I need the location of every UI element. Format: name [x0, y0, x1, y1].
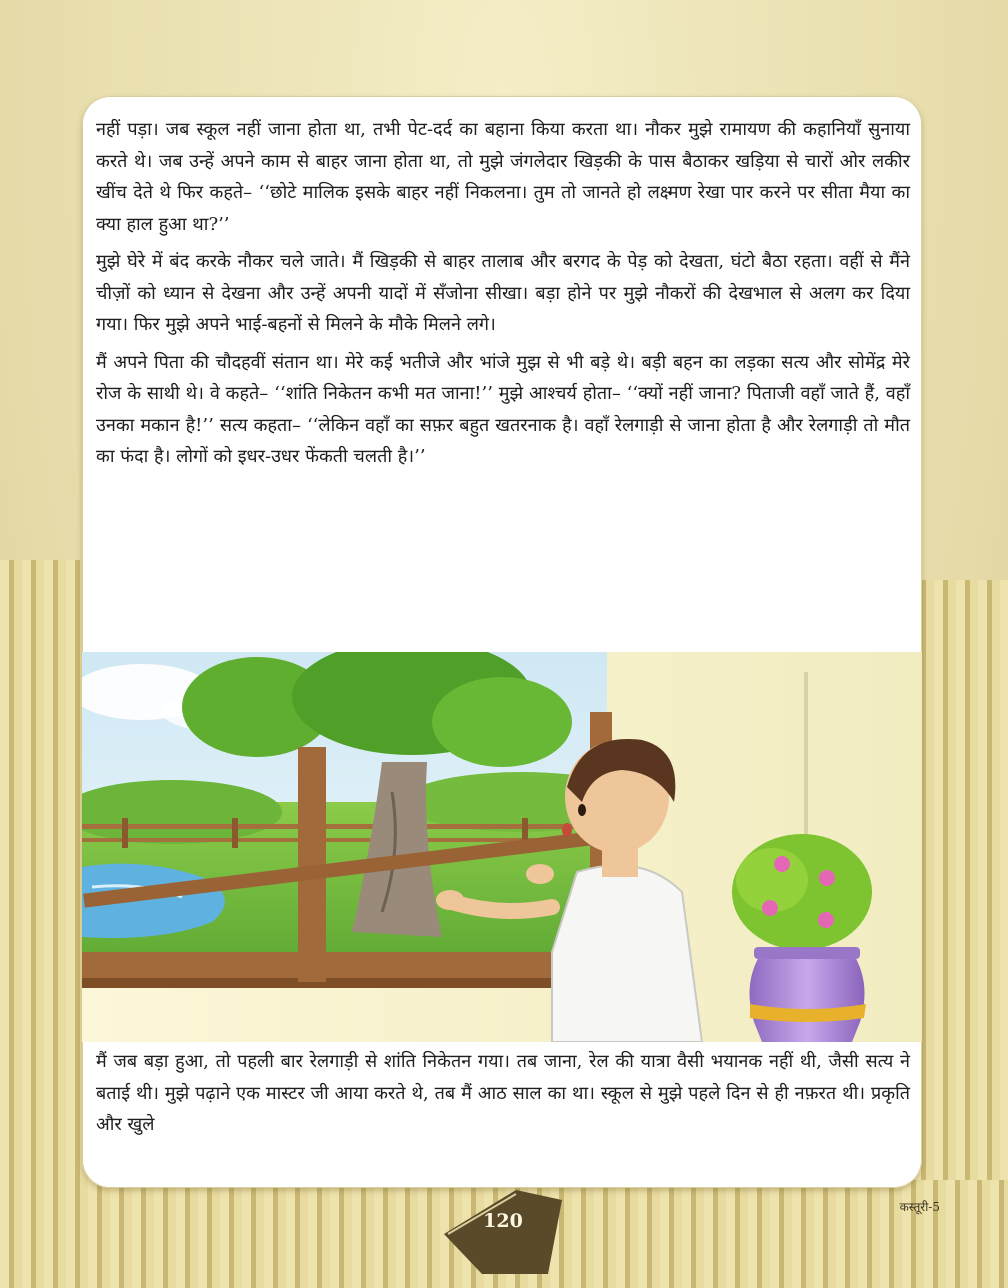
boy-at-window-picture	[82, 652, 922, 1042]
page-number: 120	[483, 1210, 523, 1232]
window-illustration	[82, 652, 922, 1042]
top-text-block	[96, 114, 910, 479]
paragraph-4: मैं जब बड़ा हुआ, तो पहली बार रेलगाड़ी से शांति निकेतन गया। तब जाना, रेल की यात्रा वैसी भयानक नहीं थी, जैसी सत्य ने बताई थी। मुझे पढ़ाने एक मास्टर जी आया करते थे, तब मैं आठ साल का था। स्कूल से मुझे पहले दिन से ही नफ़रत थी। प्रकृति और खुले	[96, 1051, 910, 1135]
content-card	[82, 96, 922, 1188]
bottom-text-block	[96, 1046, 910, 1147]
paragraph-2: मुझे घेरे में बंद करके नौकर चले जाते। मैं खिड़की से बाहर तालाब और बरगद के पेड़ को देखता, घंटो बैठा रहता। वहीं से मैंने चीज़ों को ध्यान से देखना और उन्हें अपनी यादों में सँजोना सीखा। बड़ा होने पर मुझे नौकरों की देखभाल से अलग कर दिया गया। फिर मुझे अपने भाई-बहनों से मिलने के मौके मिलने लगे।	[96, 251, 910, 335]
paragraph-3: मैं अपने पिता की चौदहवीं संतान था। मेरे कई भतीजे और भांजे मुझ से भी बड़े थे। बड़ी बहन का लड़का सत्य और सोमेंद्र मेरे रोज के साथी थे। वे कहते– ‘‘शांति निकेतन कभी मत जाना!’’ मुझे आश्चर्य होता– ‘‘क्यों नहीं जाना? पिताजी वहाँ जाते हैं, वहाँ उनका मकान है!’’ सत्य कहता– ‘‘लेकिन वहाँ का सफ़र बहुत खतरनाक है। वहाँ रेलगाड़ी से जाना होता है और रेलगाड़ी तो मौत का फंदा है। लोगों को इधर-उधर फेंकती चलती है।’’	[96, 351, 910, 467]
paragraph-1: नहीं पड़ा। जब स्कूल नहीं जाना होता था, तभी पेट-दर्द का बहाना किया करता था। नौकर मुझे रामायण की कहानियाँ सुनाया करते थे। जब उन्हें अपने काम से बाहर जाना होता था, तो मुझे जंगलेदार खिड़की के पास बैठाकर खड़िया से चारों ओर लकीर खींच देते थे फिर कहते– ‘‘छोटे मालिक इसके बाहर नहीं निकलना। तुम तो जानते हो लक्ष्मण रेखा पार करने पर सीता मैया का क्या हाल हुआ था?’’	[96, 119, 910, 235]
book-label: कस्तूरी-5	[899, 1200, 940, 1214]
page-number-badge	[444, 1190, 562, 1274]
